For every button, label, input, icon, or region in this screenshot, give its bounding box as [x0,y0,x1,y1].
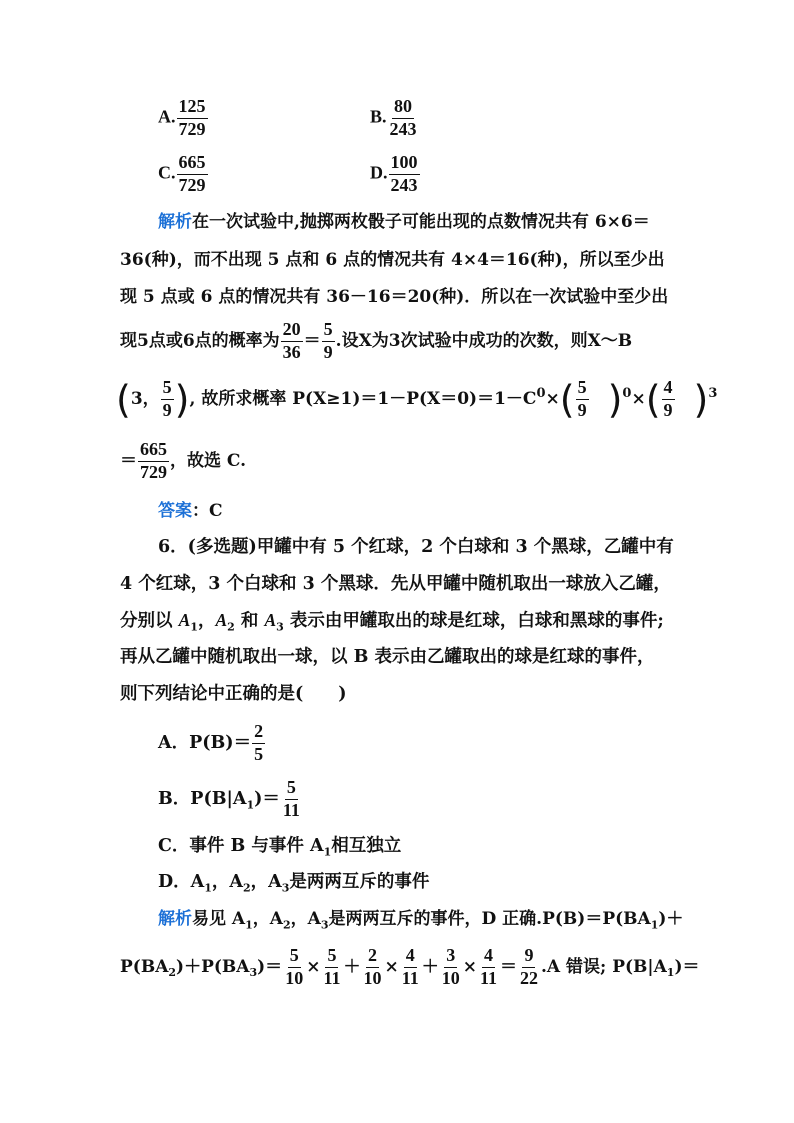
plus-sign: ＋ [343,956,361,977]
option-fraction [177,153,208,196]
event-symbol: A [178,610,191,630]
answer-line [158,503,223,520]
option-letter: A. [158,106,176,127]
option-fraction [177,97,208,140]
q6-analysis-line-1 [158,911,683,930]
fraction-20-36 [281,320,303,363]
analysis-label: 解析 [158,909,192,929]
fraction-5-9 [161,378,174,421]
denominator: 729 [178,118,206,139]
times-sign: × [462,956,477,977]
analysis-text: .A 错误; P(B|A [540,956,667,977]
subscript: 1 [246,798,255,812]
subscript: 1 [204,881,212,895]
numerator: 4 [482,946,495,968]
fraction-9-22 [518,946,540,989]
analysis-text: 3， [130,388,160,409]
option-fraction [388,97,419,140]
analysis-text: 易见 A [192,909,246,929]
numerator: 2 [252,722,265,744]
option-b [370,97,420,140]
right-paren: ) [174,377,190,422]
denominator: 729 [178,174,206,195]
numerator: 5 [325,946,338,968]
numerator: 4 [662,378,675,400]
subscript: 1 [323,845,332,859]
numerator: 5 [288,946,301,968]
option-d [370,153,421,196]
analysis-text: P(B)＝P(BA [542,909,651,929]
question-text: 分别以 [120,611,179,631]
equals-sign: ＝ [303,330,321,351]
fraction-5-11 [321,946,342,989]
analysis-text: P(BA [120,956,169,977]
denominator: 9 [663,399,673,420]
denominator: 10 [441,967,460,988]
subscript: 3 [276,620,284,634]
analysis-text: )＝ [674,956,700,977]
denominator: 10 [363,967,382,988]
analysis-text: ，A [290,909,321,929]
denominator: 729 [140,461,167,482]
option-letter: C. [158,162,176,183]
event-symbol: A [215,610,228,630]
numerator: 5 [322,320,335,342]
numerator: 5 [576,378,589,400]
analysis-text: ，A [252,909,283,929]
fraction-5-10 [283,946,305,989]
times-sign: × [306,956,321,977]
times-sign: × [545,388,560,409]
q6-option-d [158,874,429,894]
subscript: 1 [190,620,198,634]
analysis-text: )＋P(BA [176,956,250,977]
subscript: 3 [281,881,290,895]
question-6-line-3 [120,612,664,633]
left-paren: ( [116,377,131,422]
q6-option-b [158,778,303,821]
option-text: B．P(B|A [158,788,247,809]
analysis-text: ，故选 C. [170,450,247,471]
denominator: 243 [389,118,417,139]
left-paren: ( [559,377,575,422]
subscript: 1 [245,918,253,932]
denominator: 22 [519,967,538,988]
answer-label: 答案 [158,501,192,521]
denominator: 10 [285,967,304,988]
subscript: 1 [666,966,675,980]
denominator: 9 [162,399,172,420]
subscript: 2 [168,966,177,980]
fraction-4-9 [662,378,675,421]
denominator: 11 [323,967,341,988]
option-text: 相互独立 [331,836,402,856]
question-6-line-5: 则下列结论中正确的是( ) [120,684,347,704]
left-paren: ( [645,377,661,422]
numerator: 9 [522,946,535,968]
question-6-line-2: 4 个红球，3 个白球和 3 个黑球．先从甲罐中随机取出一球放入乙罐， [120,574,671,594]
equals-sign: ＝ [499,956,517,977]
denominator: 5 [254,743,264,764]
option-c [158,153,209,196]
answer-value: ：C [192,501,223,521]
plus-sign: ＋ [421,956,439,977]
numerator: 5 [161,378,174,400]
denominator: 11 [282,799,300,820]
denominator: 9 [323,341,333,362]
option-text: )＝ [254,788,280,809]
question-6-line-1: 6．(多选题)甲罐中有 5 个红球，2 个白球和 3 个黑球，乙罐中有 [158,537,674,557]
fraction-5-11 [281,778,302,821]
times-sign: × [631,388,646,409]
fraction-4-11 [478,946,499,989]
fraction-665-729 [138,440,169,483]
numerator: 80 [392,97,414,119]
analysis-line-2: 36(种)，而不出现 5 点和 6 点的情况共有 4×4＝16(种)，所以至少出 [120,250,665,270]
analysis-text: 现5点或6点的概率为 [120,330,280,351]
denominator: 11 [401,967,419,988]
analysis-text: 在一次试验中,抛掷两枚骰子可能出现的点数情况共有 6×6＝ [192,212,650,232]
subscript: 3 [320,918,329,932]
option-text: C．事件 B 与事件 A [158,836,324,856]
denominator: 243 [390,174,418,195]
denominator: 36 [282,341,301,362]
analysis-text: .设X为3次试验中成功的次数，则X～B [335,330,633,351]
option-letter: D. [370,162,388,183]
analysis-text: 是两两互斥的事件，D 正确. [328,909,543,929]
question-text: 表示由甲罐取出的球是红球，白球和黑球的事件; [289,611,664,631]
analysis-label: 解析 [158,212,192,232]
q6-analysis-line-2 [120,946,699,989]
analysis-line-5 [116,378,717,421]
numerator: 665 [138,440,169,462]
option-letter: B. [370,106,387,127]
q6-option-c [158,838,401,858]
equals-sign: ＝ [120,450,137,471]
option-text: 是两两互斥的事件 [289,872,430,892]
fraction-3-10 [440,946,462,989]
analysis-line-6 [120,440,246,483]
numerator: 665 [177,153,208,175]
analysis-text: )＋ [658,909,684,929]
subscript: 3 [249,966,258,980]
numerator: 20 [281,320,303,342]
numerator: 2 [366,946,379,968]
denominator: 11 [479,967,497,988]
option-fraction [389,153,420,196]
subscript: 2 [282,918,291,932]
numerator: 4 [404,946,417,968]
fraction-2-10 [361,946,383,989]
numerator: 100 [389,153,420,175]
subscript: 1 [650,918,659,932]
superscript: 0 [536,386,546,402]
superscript: 0 [622,386,632,402]
numerator: 3 [444,946,457,968]
option-text: D．A [158,872,205,892]
right-paren: ) [607,377,623,422]
times-sign: × [384,956,399,977]
option-text: ，A [250,872,282,892]
q6-option-a [158,722,266,765]
numerator: 125 [177,97,208,119]
denominator: 9 [577,399,587,420]
analysis-text: )＝ [257,956,283,977]
subscript: 2 [243,881,251,895]
fraction-5-9 [576,378,589,421]
analysis-text: , 故所求概率 P(X≥1)＝1－P(X＝0)＝1－C [189,388,537,409]
event-symbol: A [264,610,277,630]
analysis-line-3: 现 5 点或 6 点的情况共有 36－16＝20(种)．所以在一次试验中至少出 [120,287,669,307]
fraction-5-9 [322,320,335,363]
analysis-line-4 [120,320,632,363]
separator: ， [197,611,216,631]
option-text: ，A [211,872,243,892]
fraction-2-5 [252,722,265,765]
question-text: 和 [240,611,259,631]
question-6-line-4: 再从乙罐中随机取出一球，以 B 表示由乙罐取出的球是红球的事件， [120,647,655,667]
fraction-4-11 [400,946,421,989]
option-text: A．P(B)＝ [158,732,252,753]
right-paren: ) [693,377,709,422]
analysis-line-1 [158,214,650,231]
option-a [158,97,209,140]
numerator: 5 [285,778,298,800]
subscript: 2 [227,620,235,634]
superscript: 3 [708,386,718,402]
